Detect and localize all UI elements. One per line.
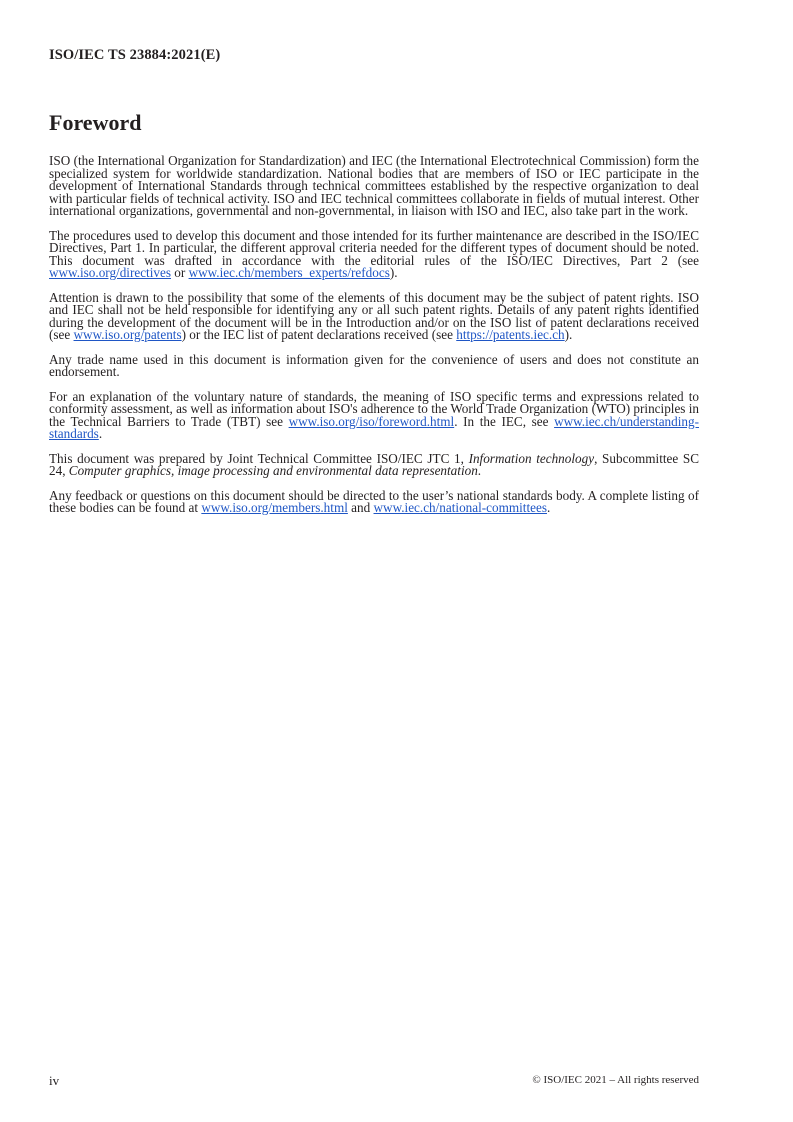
- link-iec-patents[interactable]: https://patents.iec.ch: [456, 327, 565, 342]
- paragraph-text: ).: [389, 265, 398, 280]
- paragraph-text: ).: [564, 327, 573, 342]
- committee-title: Information technology: [468, 450, 595, 466]
- document-id-header: ISO/IEC TS 23884:2021(E): [49, 47, 221, 63]
- paragraph-text: . In the IEC, see: [454, 413, 555, 429]
- paragraph-text: The procedures used to develop this document and those intended for its further maintenance are described in the ISO/IEC Directives, Part 1. In particular, the different approval criteria needed for the different types of document should be noted. This document was drafted in accordance with the editorial rules of the ISO/IEC Directives, Part 2 (see: [49, 227, 699, 268]
- paragraph-text: .: [477, 463, 482, 478]
- paragraph-text: .: [546, 500, 551, 515]
- subcommittee-title: Computer graphics, image processing and environmental data representation: [68, 463, 478, 478]
- paragraph-committee: [49, 450, 700, 478]
- link-iso-foreword[interactable]: www.iso.org/iso/foreword.html: [288, 413, 455, 429]
- paragraph-text: For an explanation of the voluntary nature of standards, the meaning of ISO specific terms and expressions related to conformity assessment, as well as information about ISO's adherence to the World Trade Organization (WTO) principles in the Technical Barriers to Trade (TBT) see: [49, 388, 699, 429]
- page-title: Foreword: [49, 110, 142, 135]
- paragraph-text: or: [170, 265, 189, 280]
- paragraph-text: .: [98, 426, 103, 441]
- page-number: iv: [49, 1073, 60, 1088]
- link-iso-members[interactable]: www.iso.org/members.html: [201, 500, 348, 515]
- paragraph-text: Attention is drawn to the possibility that some of the elements of this document may be the subject of patent rights. ISO and IEC shall not be held responsible for identifying any or all such patent rights. Details of any patent rights identified during the development of the document will be in the Introduction and/or on the ISO list of patent declarations received (see: [49, 289, 699, 342]
- paragraph-procedures: [49, 227, 699, 280]
- link-iec-national-committees[interactable]: www.iec.ch/national-committees: [373, 500, 547, 515]
- paragraph-text: ) or the IEC list of patent declarations received (see: [181, 327, 457, 342]
- paragraph-text: Any trade name used in this document is information given for the convenience of users and does not constitute an endorsement.: [49, 351, 699, 379]
- paragraph-text: This document was prepared by Joint Technical Committee ISO/IEC JTC 1,: [49, 450, 469, 466]
- paragraph-iso-iec-intro: [49, 155, 699, 218]
- paragraph-text: and: [347, 500, 374, 515]
- link-iec-refdocs[interactable]: www.iec.ch/members_experts/refdocs: [188, 265, 390, 280]
- paragraph-voluntary-nature: [49, 388, 699, 441]
- paragraph-text: ISO (the International Organization for Standardization) and IEC (the International Electrotechnical Commission) form the specialized system for worldwide standardization. National bodies that are members of ISO or IEC participate in the development of International Standards through technical committees established by the respective organization to deal with particular fields of technical activity. ISO and IEC technical committees collaborate in fields of mutual interest. Other international organizations, governmental and non-governmental, in liaison with ISO and IEC, also take part in the work.: [49, 153, 699, 218]
- paragraph-text: Any feedback or questions on this document should be directed to the user’s national standards body. A complete listing of these bodies can be found at: [49, 487, 699, 515]
- link-iso-directives[interactable]: www.iso.org/directives: [49, 265, 171, 280]
- paragraph-text: , Subcommittee SC 24,: [49, 450, 700, 478]
- paragraph-feedback: [49, 487, 699, 515]
- copyright-notice: © ISO/IEC 2021 – All rights reserved: [532, 1074, 699, 1086]
- paragraph-patent-rights: [49, 289, 699, 342]
- link-iec-understanding-standards[interactable]: www.iec.ch/understanding-standards: [49, 413, 699, 441]
- paragraph-trade-name: [49, 351, 699, 379]
- link-iso-patents[interactable]: www.iso.org/patents: [73, 327, 182, 342]
- foreword-body: [49, 155, 699, 527]
